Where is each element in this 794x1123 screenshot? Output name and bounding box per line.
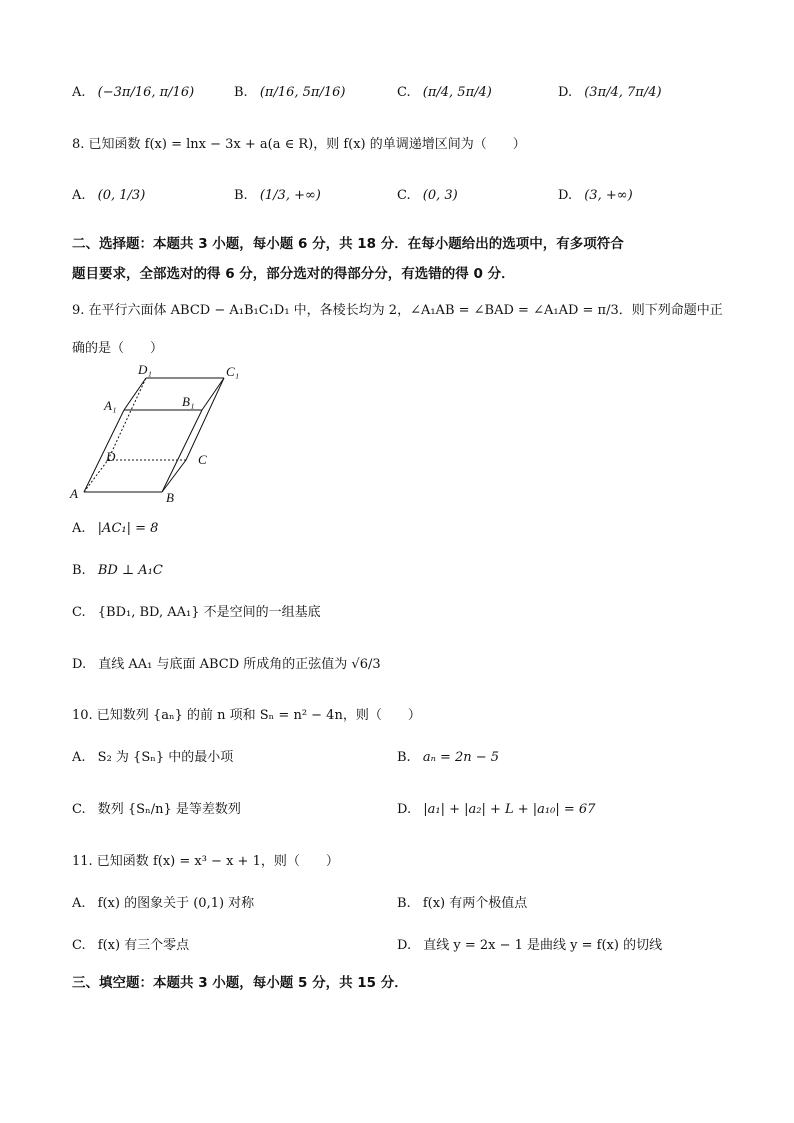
option-label: A. [72, 188, 86, 203]
option-text: S₂ 为 {Sₙ} 中的最小项 [97, 750, 234, 765]
option-text: 直线 y = 2x − 1 是曲线 y = f(x) 的切线 [423, 938, 663, 953]
q9-stem-line2: 确的是（ ） [72, 341, 164, 356]
q8-stem: 8. 已知函数 f(x) = lnx − 3x + a(a ∈ R)，则 f(x) 的单调递增区间为（ ） [72, 137, 526, 152]
option-text: 直线 AA₁ 与底面 ABCD 所成角的正弦值为 √6/3 [98, 657, 381, 672]
q10-stem: 10. 已知数列 {aₙ} 的前 n 项和 Sₙ = n² − 4n，则（ ） [72, 708, 421, 723]
q7-option-c [397, 84, 492, 102]
q10-option-a [72, 749, 233, 767]
option-text: (1/3, +∞) [259, 188, 321, 203]
section-3-heading: 三、填空题：本题共 3 小题，每小题 5 分，共 15 分． [72, 975, 408, 991]
option-label: B. [234, 85, 248, 100]
option-text: (3π/4, 7π/4) [584, 85, 662, 100]
q9-option-c [72, 604, 321, 622]
option-label: C. [72, 605, 86, 620]
edge-c-c1 [186, 378, 224, 460]
vertex-label-d1: D₁ [138, 362, 152, 377]
option-text: (0, 1/3) [97, 188, 146, 203]
vertex-label-b1: B₁ [182, 394, 195, 409]
option-label: C. [72, 802, 86, 817]
option-label: C. [397, 85, 411, 100]
q10-option-d [397, 801, 595, 819]
q7-option-d [558, 84, 662, 102]
option-text: |a₁| + |a₂| + L + |a₁₀| = 67 [423, 802, 596, 817]
q9-option-b [72, 562, 163, 580]
edge-a1-d1 [124, 378, 146, 410]
q9-stem-line1: 9. 在平行六面体 ABCD − A₁B₁C₁D₁ 中，各棱长均为 2，∠A₁AB = ∠BAD = ∠A₁AD = π/3．则下列命题中正 [72, 303, 723, 318]
option-label: D. [558, 85, 573, 100]
option-text: (0, 3) [422, 188, 458, 203]
vertex-label-c: C [198, 452, 207, 467]
section-2-heading-line2: 题目要求，全部选对的得 6 分，部分选对的得部分分，有选错的得 0 分． [72, 266, 515, 282]
option-label: B. [72, 563, 86, 578]
section-2-heading-line1: 二、选择题：本题共 3 小题，每小题 6 分，共 18 分．在每小题给出的选项中，有多项符合 [72, 236, 624, 252]
option-label: B. [397, 750, 411, 765]
edge-b-b1 [162, 410, 202, 492]
option-text: f(x) 有三个零点 [97, 938, 190, 953]
q7-option-b [234, 84, 345, 102]
q9-option-a [72, 520, 158, 538]
option-label: D. [72, 657, 87, 672]
q11-stem: 11. 已知函数 f(x) = x³ − x + 1，则（ ） [72, 854, 339, 869]
option-text: BD ⊥ A₁C [97, 563, 163, 578]
option-label: D. [397, 938, 412, 953]
option-text: aₙ = 2n − 5 [422, 750, 500, 765]
vertex-label-b: B [166, 490, 174, 505]
q10-option-c [72, 801, 241, 819]
vertex-label-a1: A₁ [104, 398, 117, 413]
option-label: C. [72, 938, 86, 953]
option-label: A. [72, 521, 86, 536]
edge-b-c [162, 460, 186, 492]
q8-option-b [234, 187, 321, 205]
option-text: (3, +∞) [584, 188, 633, 203]
option-label: A. [72, 85, 86, 100]
option-label: C. [397, 188, 411, 203]
option-text: |AC₁| = 8 [97, 521, 159, 536]
option-text: (−3π/16, π/16) [97, 85, 195, 100]
q11-option-c [72, 937, 189, 955]
option-label: A. [72, 750, 86, 765]
option-text: f(x) 的图象关于 (0,1) 对称 [97, 896, 255, 911]
q10-option-b [397, 749, 499, 767]
option-text: 数列 {Sₙ/n} 是等差数列 [97, 802, 241, 817]
vertex-label-a: A [70, 486, 78, 501]
vertex-label-c1: C₁ [226, 364, 240, 379]
option-label: A. [72, 896, 86, 911]
q9-option-d [72, 656, 381, 674]
parallelepiped-figure [62, 362, 252, 508]
q8-option-c [397, 187, 458, 205]
q7-option-a [72, 84, 194, 102]
option-label: D. [558, 188, 573, 203]
q11-option-a [72, 895, 254, 913]
option-label: B. [234, 188, 248, 203]
q8-option-a [72, 187, 145, 205]
option-label: B. [397, 896, 411, 911]
q11-option-b [397, 895, 527, 913]
option-label: D. [397, 802, 412, 817]
option-text: {BD₁, BD, AA₁} 不是空间的一组基底 [97, 605, 321, 620]
q11-option-d [397, 937, 662, 955]
edge-a-a1 [84, 410, 124, 492]
q8-option-d [558, 187, 633, 205]
edge-d-d1-hidden [108, 378, 146, 460]
edge-a-d-hidden [84, 460, 108, 492]
option-text: (π/4, 5π/4) [422, 85, 492, 100]
option-text: f(x) 有两个极值点 [422, 896, 528, 911]
option-text: (π/16, 5π/16) [259, 85, 346, 100]
vertex-label-d: D [106, 449, 116, 464]
edge-b1-c1 [202, 378, 224, 410]
